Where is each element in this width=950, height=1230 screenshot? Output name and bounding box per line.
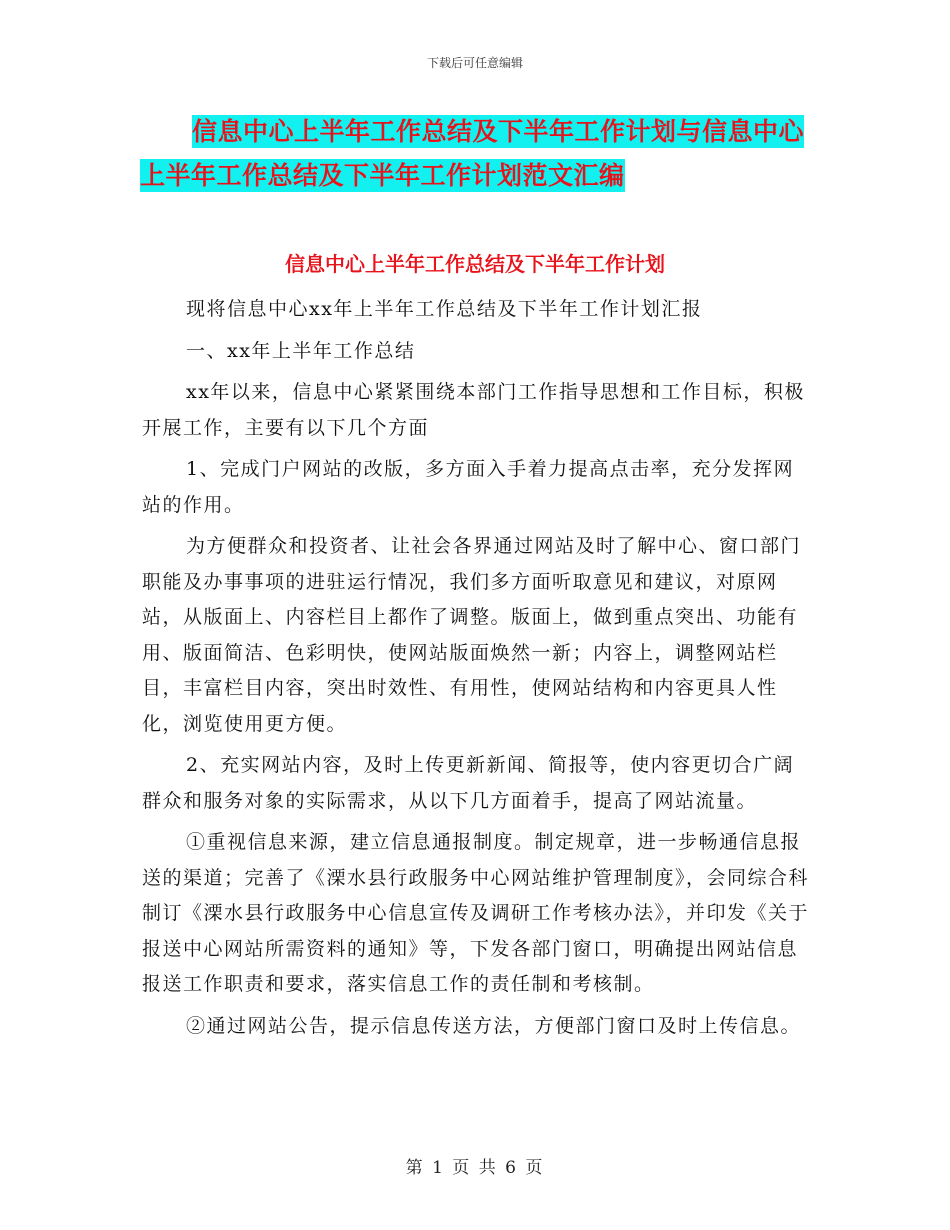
- paragraph: ①重视信息来源，建立信息通报制度。制定规章，进一步畅通信息报送的渠道；完善了《溧水县行政服务中心网站维护管理制度》，会同综合科制订《溧水县行政服务中心信息宣传及调研工作考核办法》，并印发《关于报送中心网站所需资料的通知》等，下发各部门窗口，明确提出网站信息报送工作职责和要求，落实信息工作的责任制和考核制。: [142, 831, 810, 995]
- header-note: 下载后可任意编辑: [426, 56, 523, 70]
- page-footer: 第 1 页 共 6 页: [405, 1158, 545, 1178]
- paragraph: 2、充实网站内容，及时上传更新新闻、简报等，使内容更切合广阔群众和服务对象的实际需求，从以下几方面着手，提高了网站流量。: [142, 754, 795, 812]
- document-title: [140, 110, 820, 198]
- paragraph: 一、xx年上半年工作总结: [186, 339, 416, 362]
- paragraph: 1、完成门户网站的改版，多方面入手着力提高点击率，充分发挥网站的作用。: [142, 458, 795, 516]
- section-title: 信息中心上半年工作总结及下半年工作计划: [285, 252, 665, 276]
- paragraph: xx年以来，信息中心紧紧围绕本部门工作指导思想和工作目标，积极开展工作，主要有以下几个方面: [142, 381, 805, 439]
- paragraph: ②通过网站公告，提示信息传送方法，方便部门窗口及时上传信息。: [186, 1014, 802, 1037]
- paragraph: 现将信息中心xx年上半年工作总结及下半年工作计划汇报: [186, 298, 703, 320]
- paragraph: 为方便群众和投资者、让社会各界通过网站及时了解中心、窗口部门职能及办事事项的进驻运行情况，我们多方面听取意见和建议，对原网站，从版面上、内容栏目上都作了调整。版面上，做到重点突出、功能有用、版面简洁、色彩明快，使网站版面焕然一新；内容上，调整网站栏目，丰富栏目内容，突出时效性、有用性，使网站结构和内容更具人性化，浏览使用更方便。: [142, 535, 802, 735]
- body-text: [142, 292, 812, 1050]
- document-title-text: 信息中心上半年工作总结及下半年工作计划与信息中心上半年工作总结及下半年工作计划范文汇编: [140, 117, 805, 190]
